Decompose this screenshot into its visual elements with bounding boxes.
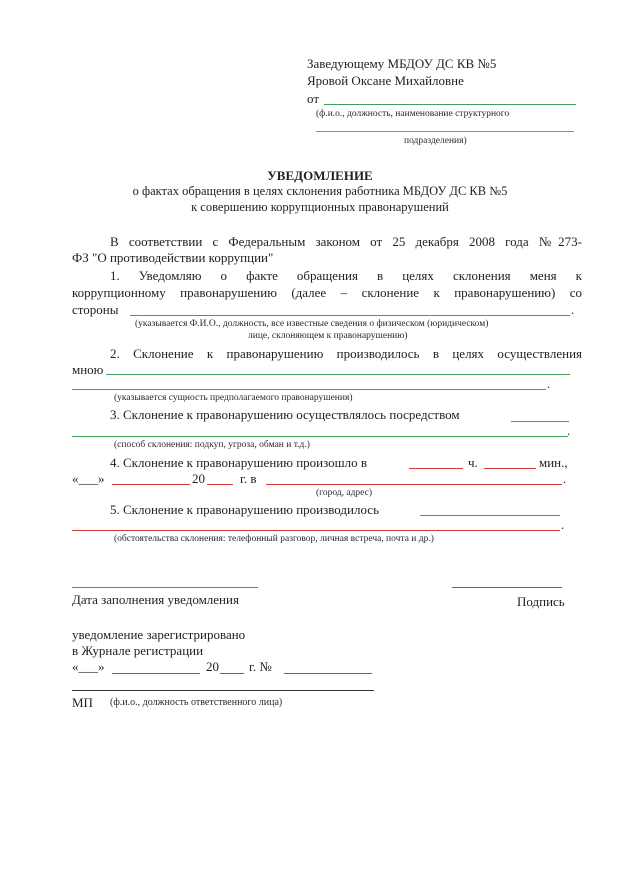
p4-minute-field[interactable] — [484, 468, 536, 469]
mp-label: МП — [72, 695, 93, 710]
registration-number-field[interactable] — [284, 673, 372, 674]
p4-line-1: 4. Склонение к правонарушению произошло в — [110, 455, 368, 470]
p2-field-line-2[interactable] — [72, 389, 546, 390]
p1-hint-2: лице, склоняющем к правонарушению) — [248, 331, 408, 341]
p4-year-field[interactable] — [207, 484, 233, 485]
p2-line-1: 2. Склонение к правонарушению производилось в целях осуществления — [110, 346, 582, 361]
intro-line-2: ФЗ "О противодействии коррупции" — [72, 250, 274, 265]
addressee-line-2: Яровой Оксане Михайловне — [307, 73, 464, 88]
p4-hour-label: ч. — [468, 455, 478, 470]
p5-field-line[interactable] — [420, 515, 560, 516]
p4-place-field[interactable] — [266, 484, 562, 485]
p2-line-2: мною — [72, 362, 104, 377]
p1-line-3: стороны — [72, 302, 119, 317]
p5-hint: (обстоятельства склонения: телефонный разговор, личная встреча, почта и др.) — [114, 534, 434, 544]
p4-year-suffix: г. в — [240, 471, 257, 486]
p5-dot: . — [561, 518, 565, 532]
document-subtitle-1: о фактах обращения в целях склонения работника МБДОУ ДС КВ №5 — [132, 184, 508, 198]
p4-hint: (город, адрес) — [316, 488, 373, 498]
document-title: УВЕДОМЛЕНИЕ — [267, 168, 373, 183]
p1-dot: . — [571, 303, 575, 317]
p1-line-1: 1. Уведомляю о факте обращения в целях склонения меня к — [110, 268, 582, 283]
p3-dot: . — [567, 424, 571, 438]
p4-day[interactable]: «___» — [72, 471, 105, 486]
document-subtitle-2: к совершению коррупционных правонарушений — [191, 200, 449, 214]
signature-field-line[interactable] — [452, 587, 562, 588]
registration-number-label: г. № — [249, 659, 272, 674]
p4-month-field[interactable] — [112, 484, 190, 485]
registration-line-1: уведомление зарегистрировано — [72, 627, 246, 642]
registration-month-field[interactable] — [112, 673, 200, 674]
p5-field-line-2[interactable] — [72, 530, 560, 531]
p3-hint: (способ склонения: подкуп, угроза, обман и т.д.) — [114, 440, 310, 450]
from-field-line-2[interactable] — [316, 131, 574, 132]
p3-field-line-2[interactable] — [72, 436, 568, 437]
p4-year-prefix: 20 — [192, 471, 205, 486]
responsible-field-line[interactable] — [72, 690, 374, 691]
addressee-line-1: Заведующему МБДОУ ДС КВ №5 — [307, 56, 497, 71]
registration-day[interactable]: «___» — [72, 659, 105, 674]
registration-year-field[interactable] — [220, 673, 244, 674]
p4-minute-label: мин., — [539, 455, 568, 470]
p1-hint-1: (указывается Ф.И.О., должность, все известные сведения о физическом (юридическом) — [135, 319, 489, 329]
p2-dot: . — [547, 377, 551, 391]
p1-line-2: коррупционному правонарушению (далее – склонение к правонарушению) со — [72, 285, 582, 300]
p1-field-line[interactable] — [130, 315, 570, 316]
intro-line-1: В соответствии с Федеральным законом от 25 декабря 2008 года №273- — [110, 234, 582, 249]
registration-line-2: в Журнале регистрации — [72, 643, 204, 658]
p2-hint: (указывается сущность предполагаемого правонарушения) — [114, 393, 353, 403]
from-hint-1: (ф.и.о., должность, наименование структурного — [316, 109, 510, 119]
from-label: от — [307, 91, 320, 106]
date-field-line[interactable] — [72, 587, 258, 588]
p5-line-1: 5. Склонение к правонарушению производилось — [110, 502, 379, 517]
mp-hint: (ф.и.о., должность ответственного лица) — [110, 697, 283, 708]
from-field-line[interactable] — [324, 104, 576, 105]
p4-hour-field[interactable] — [409, 468, 463, 469]
registration-year-prefix: 20 — [206, 659, 219, 674]
date-label: Дата заполнения уведомления — [72, 592, 239, 607]
p4-dot: . — [563, 472, 567, 486]
signature-label: Подпись — [517, 594, 565, 609]
p2-field-line[interactable] — [106, 374, 570, 375]
p3-line-1: 3. Склонение к правонарушению осуществлялось посредством — [110, 407, 460, 422]
from-hint-2: подразделения) — [404, 136, 467, 146]
p3-field-line[interactable] — [511, 421, 569, 422]
